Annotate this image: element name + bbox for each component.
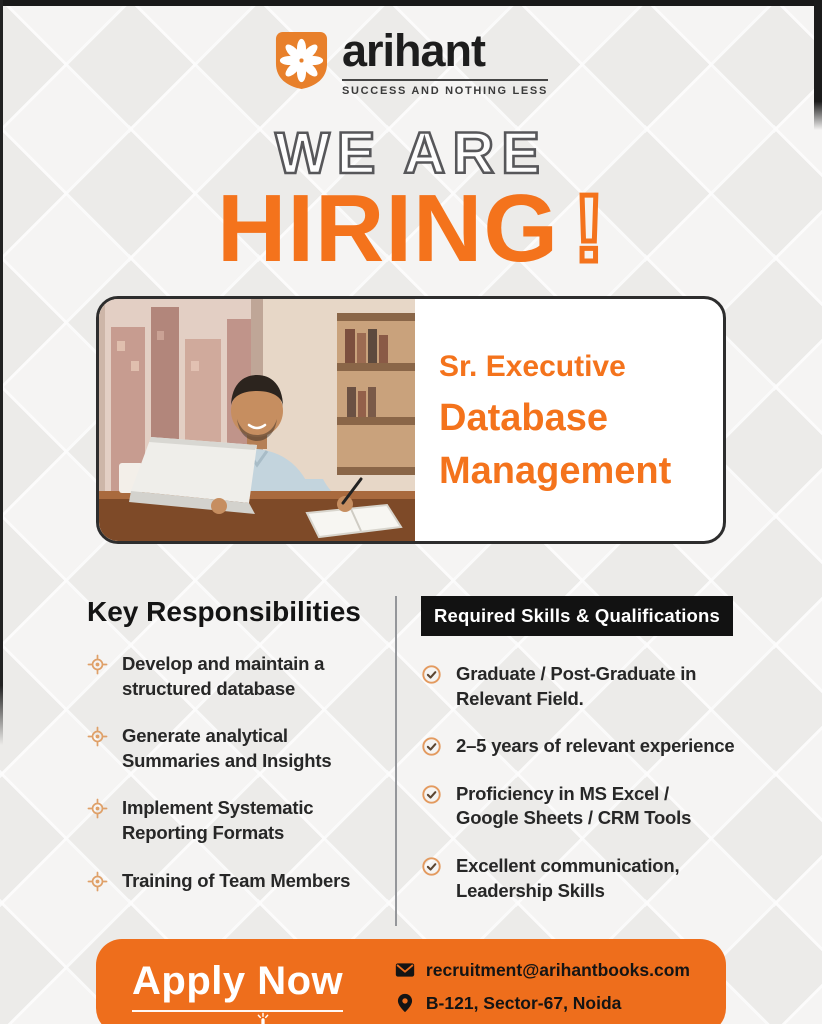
screen-top-edge [0, 0, 822, 6]
target-icon [87, 652, 108, 675]
check-circle-icon [421, 662, 442, 685]
responsibility-item [87, 796, 387, 845]
responsibility-text: Training of Team Members [122, 869, 351, 891]
brand-text [341, 25, 549, 97]
responsibility-item [87, 652, 387, 701]
address-text: B-121, Sector-67, Noida [425, 992, 622, 1013]
responsibility-item [87, 724, 387, 773]
job-title-prefix: Sr. Executive [439, 349, 626, 383]
skills-list [421, 662, 735, 903]
skill-item [421, 854, 735, 903]
hero-line1: WE ARE [275, 120, 547, 186]
screen-left-edge [0, 0, 3, 745]
responsibility-item [87, 869, 387, 894]
responsibilities-column [87, 596, 395, 926]
job-card [96, 296, 726, 544]
check-circle-icon [421, 734, 442, 757]
target-icon [87, 724, 108, 747]
responsibility-text: Generate analytical Summaries and Insights [122, 725, 332, 771]
skill-item [421, 734, 735, 759]
skills-heading-badge: Required Skills & Qualifications [421, 596, 733, 636]
check-circle-icon [421, 854, 442, 877]
brand-header [0, 0, 822, 97]
responsibilities-heading: Key Responsibilities [87, 595, 361, 627]
brand-tagline: SUCCESS AND NOTHING LESS [341, 84, 549, 97]
target-icon [87, 869, 108, 892]
skill-item [421, 782, 735, 831]
screen-right-edge [814, 0, 822, 130]
skill-item [421, 662, 735, 711]
email-row[interactable] [395, 960, 690, 981]
skill-text: Excellent communication, Leadership Skills [456, 854, 680, 901]
arihant-shield-logo-icon [274, 30, 329, 91]
brand-name: arihant [341, 25, 486, 76]
click-hand-icon [252, 1012, 274, 1024]
responsibilities-list [87, 652, 387, 893]
job-title-line1: Database [439, 396, 608, 439]
job-title-line2: Management [439, 449, 672, 492]
contact-info [395, 960, 690, 1014]
skill-text: Graduate / Post-Graduate in Relevant Field. [456, 662, 697, 709]
responsibility-text: Develop and maintain a structured database [122, 652, 325, 699]
skills-column [395, 596, 735, 926]
hiring-text: HIRING [217, 174, 560, 282]
hero-headline [0, 120, 822, 282]
hero-line2 [0, 174, 822, 282]
candidate-photo [99, 299, 415, 541]
apply-now-label: Apply Now [132, 961, 343, 1012]
details-section [87, 596, 735, 926]
hiring-exclamation: ! [573, 174, 605, 282]
skill-text: Proficiency in MS Excel / Google Sheets / CRM Tools [456, 782, 692, 829]
apply-now-button[interactable] [132, 961, 343, 1012]
skill-text: 2–5 years of relevant experience [456, 735, 735, 757]
apply-bar [96, 939, 726, 1024]
brand-rule [342, 79, 548, 81]
address-row [395, 993, 690, 1014]
envelope-icon [395, 960, 415, 980]
responsibility-text: Implement Systematic Reporting Formats [122, 797, 314, 843]
target-icon [87, 796, 108, 819]
location-pin-icon [395, 993, 415, 1013]
email-text: recruitment@arihantbooks.com [425, 959, 690, 980]
job-title [415, 299, 723, 541]
check-circle-icon [421, 782, 442, 805]
